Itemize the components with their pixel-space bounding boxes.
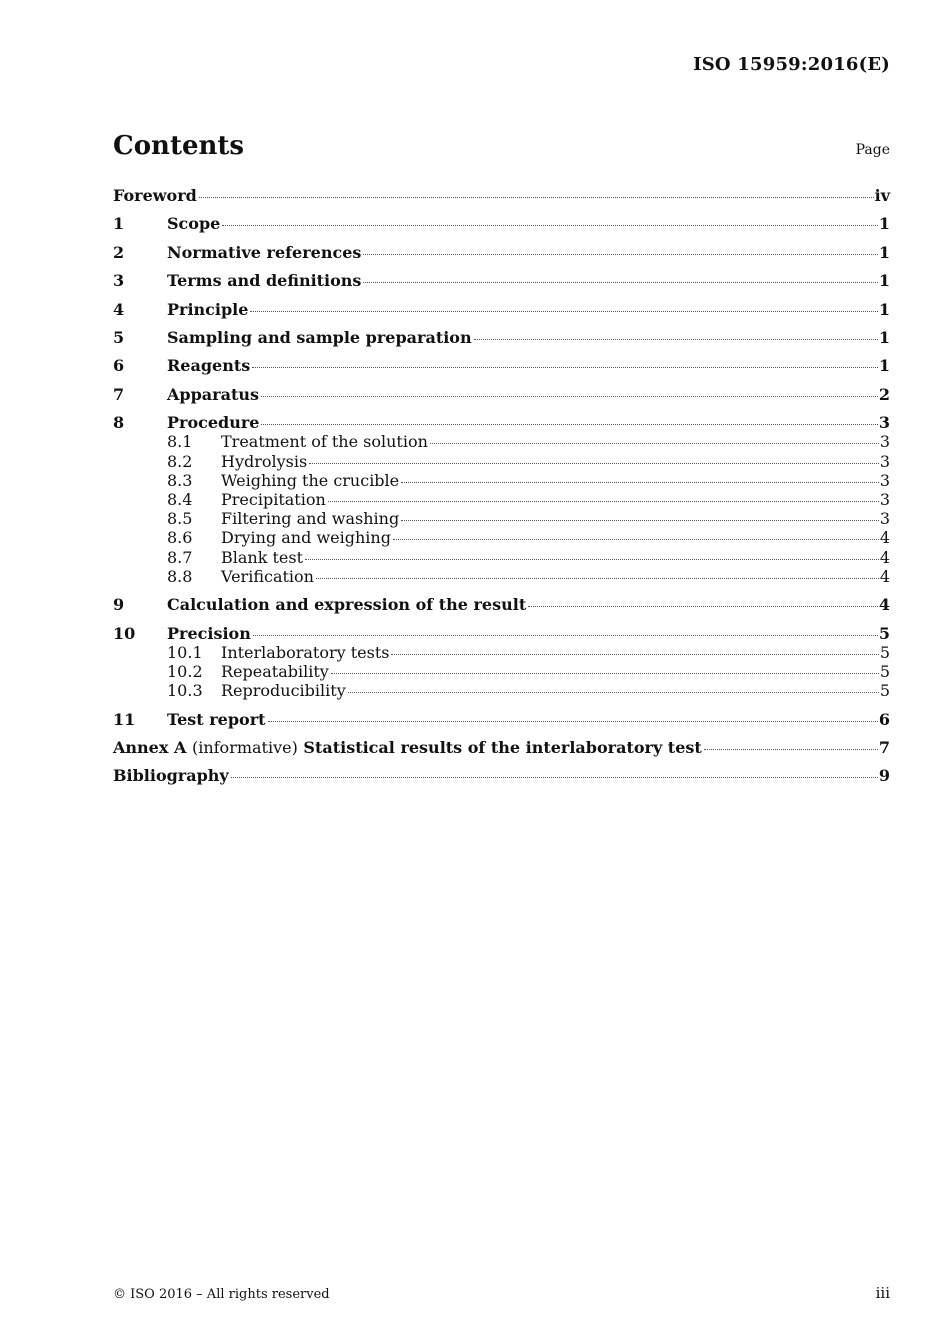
- toc-subentry[interactable]: [113, 643, 890, 662]
- dot-leader: [401, 520, 879, 521]
- toc-entry-number: 6: [113, 356, 125, 376]
- toc-page-number: 3: [879, 489, 890, 509]
- toc-subentry-title: Blank test: [221, 547, 304, 567]
- toc-subentry[interactable]: [113, 509, 890, 528]
- toc-entry[interactable]: [113, 356, 890, 375]
- dot-leader: [393, 539, 879, 540]
- dot-leader: [363, 282, 877, 283]
- toc-page-number: 1: [878, 271, 890, 291]
- toc-entry[interactable]: [113, 766, 890, 785]
- toc-subentry-number: 8.5: [167, 509, 193, 529]
- dot-leader: [261, 424, 877, 425]
- toc-entry-title: Sampling and sample preparation: [167, 327, 472, 347]
- toc-page-number: 5: [879, 642, 890, 662]
- toc-page-number: 7: [878, 737, 890, 757]
- toc-entry-title: Bibliography: [113, 766, 229, 786]
- toc-entry-number: 4: [113, 299, 125, 319]
- toc-subentry-title: Repeatability: [221, 661, 329, 681]
- toc-entry-title: Calculation and expression of the result: [167, 595, 527, 615]
- dot-leader: [328, 501, 879, 502]
- document-id: ISO 15959:2016(E): [693, 54, 890, 75]
- toc-page-number: 1: [878, 327, 890, 347]
- toc-subentry[interactable]: [113, 548, 890, 567]
- toc-page-number: 3: [878, 413, 890, 433]
- toc-entry-title: Normative references: [167, 242, 362, 262]
- dot-leader: [231, 777, 878, 778]
- toc-entry-title: Reagents: [167, 356, 251, 376]
- toc-entry[interactable]: [113, 186, 890, 205]
- toc-subentry[interactable]: [113, 471, 890, 490]
- toc-page-number: 1: [878, 299, 890, 319]
- dot-leader: [309, 463, 879, 464]
- toc-page-number: 3: [879, 470, 890, 490]
- toc-subentry-title: Drying and weighing: [221, 528, 391, 548]
- toc-subentry[interactable]: [113, 432, 890, 451]
- toc-subentry-title: Verification: [221, 566, 314, 586]
- dot-leader: [252, 367, 878, 368]
- page-number: iii: [875, 1284, 890, 1302]
- toc-entry-title: Foreword: [113, 186, 197, 205]
- toc-subentry-title: Weighing the crucible: [221, 470, 400, 490]
- toc-entry-number: 8: [113, 413, 125, 433]
- toc-entry-number: 1: [113, 214, 125, 234]
- toc-entry[interactable]: [113, 413, 890, 432]
- toc-page-number: 5: [878, 623, 890, 643]
- dot-leader: [268, 721, 878, 722]
- toc-page-number: iv: [874, 186, 890, 205]
- dot-leader: [250, 311, 877, 312]
- toc-entry-number: 9: [113, 595, 125, 615]
- toc-page-number: 4: [879, 528, 890, 548]
- toc-entry-title: Precision: [167, 623, 251, 643]
- contents-header: [113, 131, 890, 161]
- toc-page-number: 1: [878, 356, 890, 376]
- toc-entry[interactable]: [113, 243, 890, 262]
- annex-title: Statistical results of the interlaboratory test: [303, 737, 702, 757]
- toc-entry-number: 3: [113, 271, 125, 291]
- toc-entry[interactable]: [113, 328, 890, 347]
- toc-entry-title: Procedure: [167, 413, 260, 433]
- toc-subentry-title: Reproducibility: [221, 681, 346, 701]
- toc-entry-title: Terms and definitions: [167, 271, 362, 291]
- toc-entry-title: Principle: [167, 299, 249, 319]
- dot-leader: [430, 443, 879, 444]
- annex-note: (informative): [191, 737, 298, 757]
- toc-entry-title: Scope: [167, 214, 221, 234]
- dot-leader: [528, 606, 878, 607]
- toc-page-number: 4: [878, 595, 890, 615]
- toc-entry[interactable]: [113, 271, 890, 290]
- toc-page-number: 3: [879, 509, 890, 529]
- toc-subentry-title: Precipitation: [221, 489, 326, 509]
- toc-page-number: 2: [878, 384, 890, 404]
- toc-page-number: 5: [879, 661, 890, 681]
- toc-subentry-title: Hydrolysis: [221, 451, 308, 471]
- toc-subentry[interactable]: [113, 490, 890, 509]
- toc-page-number: 3: [879, 451, 890, 471]
- toc-entry[interactable]: [113, 595, 890, 614]
- toc-page-number: 9: [878, 766, 890, 786]
- toc-page-number: 1: [878, 242, 890, 262]
- toc-page-number: 1: [878, 214, 890, 234]
- toc-entry-number: 11: [113, 709, 136, 729]
- dot-leader: [363, 254, 877, 255]
- copyright-notice: © ISO 2016 – All rights reserved: [113, 1287, 330, 1302]
- toc-subentry-number: 8.2: [167, 451, 193, 471]
- page-column-label: Page: [855, 142, 890, 158]
- toc-entry-title: [113, 738, 702, 757]
- toc-subentry[interactable]: [113, 452, 890, 471]
- toc-entry[interactable]: [113, 710, 890, 729]
- dot-leader: [474, 339, 878, 340]
- dot-leader: [331, 673, 879, 674]
- dot-leader: [261, 396, 878, 397]
- toc-entry-number: 10: [113, 623, 136, 643]
- toc-entry[interactable]: [113, 624, 890, 643]
- contents-title: Contents: [113, 131, 245, 161]
- toc-page-number: 4: [879, 566, 890, 586]
- dot-leader: [199, 197, 874, 198]
- dot-leader: [704, 749, 878, 750]
- toc-entry[interactable]: [113, 214, 890, 233]
- page-footer: [113, 1284, 890, 1302]
- toc-subentry-title: Interlaboratory tests: [221, 642, 390, 662]
- toc-subentry[interactable]: [113, 662, 890, 681]
- toc-entry-number: 7: [113, 384, 125, 404]
- toc-subentry-number: 10.3: [167, 681, 203, 701]
- toc-page-number: 6: [878, 709, 890, 729]
- dot-leader: [222, 225, 878, 226]
- toc-subentry-number: 8.8: [167, 566, 193, 586]
- toc-entry-title: Apparatus: [167, 384, 259, 404]
- toc-subentry[interactable]: [113, 567, 890, 586]
- dot-leader: [305, 559, 879, 560]
- toc-subentry-number: 8.3: [167, 470, 193, 490]
- toc-entry[interactable]: [113, 385, 890, 404]
- toc-entry-title: Test report: [167, 709, 266, 729]
- dot-leader: [253, 635, 878, 636]
- toc-subentry[interactable]: [113, 681, 890, 700]
- toc-subentry-number: 8.4: [167, 489, 193, 509]
- dot-leader: [391, 654, 878, 655]
- toc-entry[interactable]: [113, 300, 890, 319]
- toc-subentry-number: 8.6: [167, 528, 193, 548]
- dot-leader: [316, 578, 879, 579]
- toc-page-number: 3: [879, 432, 890, 452]
- annex-label: Annex A: [113, 737, 187, 757]
- toc-entry-number: 5: [113, 327, 125, 347]
- dot-leader: [348, 692, 879, 693]
- toc-page-number: 4: [879, 547, 890, 567]
- table-of-contents: [113, 186, 890, 786]
- toc-subentry-number: 8.7: [167, 547, 193, 567]
- dot-leader: [401, 482, 879, 483]
- toc-subentry[interactable]: [113, 528, 890, 547]
- toc-subentry-number: 8.1: [167, 432, 193, 452]
- toc-subentry-title: Filtering and washing: [221, 509, 400, 529]
- toc-subentry-number: 10.1: [167, 642, 203, 662]
- toc-subentry-number: 10.2: [167, 661, 203, 681]
- toc-entry-number: 2: [113, 242, 125, 262]
- toc-page-number: 5: [879, 681, 890, 701]
- toc-subentry-title: Treatment of the solution: [221, 432, 428, 452]
- toc-entry[interactable]: [113, 738, 890, 757]
